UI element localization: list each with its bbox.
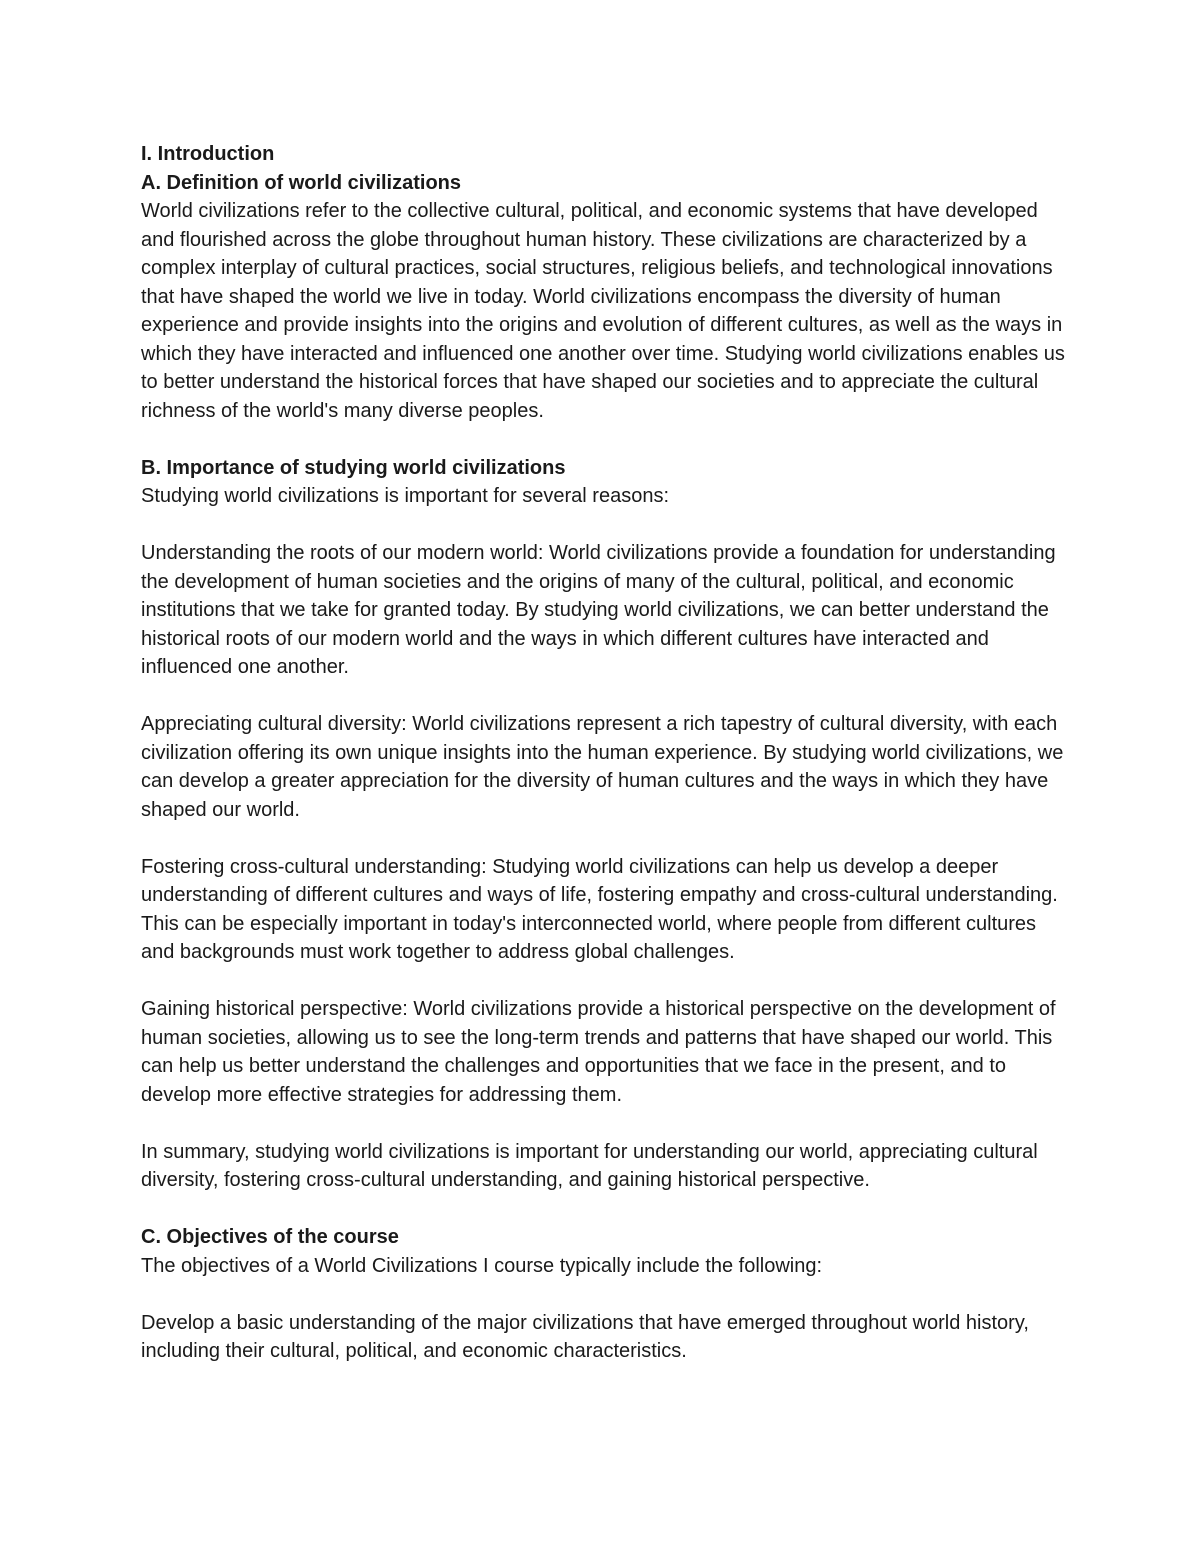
- section-c-intro: The objectives of a World Civilizations I course typically include the following:: [141, 1254, 823, 1277]
- paragraph-gap: [141, 511, 1071, 540]
- section-b-heading: B. Importance of studying world civilizations: [141, 456, 566, 479]
- paragraph-gap: [141, 682, 1071, 711]
- paragraph-gap: [141, 967, 1071, 996]
- section-b-paragraph: Gaining historical perspective: World civilizations provide a historical perspective on the development of human societies, allowing us to see the long-term trends and patterns that have shaped our world. This can help us better understand the challenges and opportunities that we face in the present, and to develop more effective strategies for addressing them.: [141, 998, 1056, 1106]
- paragraph-gap: [141, 824, 1071, 853]
- document-content: [141, 140, 1071, 1366]
- section-b-paragraph: Appreciating cultural diversity: World civilizations represent a rich tapestry of cultural diversity, with each civilization offering its own unique insights into the human experience. By studying world civilizations, we can develop a greater appreciation for the diversity of human cultures and the ways in which they have shaped our world.: [141, 713, 1064, 821]
- section-c-heading: C. Objectives of the course: [141, 1226, 399, 1248]
- paragraph-gap: [141, 1280, 1071, 1309]
- section-a-body: World civilizations refer to the collective cultural, political, and economic systems that have developed and flourished across the globe throughout human history. These civilizations are characterized by a complex interplay of cultural practices, social structures, religious beliefs, and technological innovations that have shaped the world we live in today. World civilizations encompass the diversity of human experience and provide insights into the origins and evolution of different cultures, as well as the ways in which they have interacted and influenced one another over time. Studying world civilizations enables us to better understand the historical forces that have shaped our societies and to appreciate the cultural richness of the world's many diverse peoples.: [141, 200, 1065, 422]
- section-b-summary: In summary, studying world civilizations is important for understanding our world, appreciating cultural diversity, fostering cross-cultural understanding, and gaining historical perspective.: [141, 1140, 1038, 1191]
- section-b-paragraph: Fostering cross-cultural understanding: Studying world civilizations can help us develop a deeper understanding of different cultures and ways of life, fostering empathy and cross-cultural understanding. This can be especially important in today's interconnected world, where people from different cultures and backgrounds must work together to address global challenges.: [141, 855, 1058, 963]
- section-c-paragraph: Develop a basic understanding of the major civilizations that have emerged throughout world history, including their cultural, political, and economic characteristics.: [141, 1311, 1029, 1362]
- section-b-paragraph: Understanding the roots of our modern world: World civilizations provide a foundation for understanding the development of human societies and the origins of many of the cultural, political, and economic institutions that we take for granted today. By studying world civilizations, we can better understand the historical roots of our modern world and the ways in which different cultures have interacted and influenced one another.: [141, 542, 1056, 678]
- paragraph-gap: [141, 1195, 1071, 1224]
- paragraph-gap: [141, 1109, 1071, 1138]
- document-title: I. Introduction: [141, 143, 275, 165]
- paragraph-gap: [141, 425, 1071, 454]
- section-b-intro: Studying world civilizations is important for several reasons:: [141, 485, 669, 507]
- section-a-heading: A. Definition of world civilizations: [141, 171, 462, 194]
